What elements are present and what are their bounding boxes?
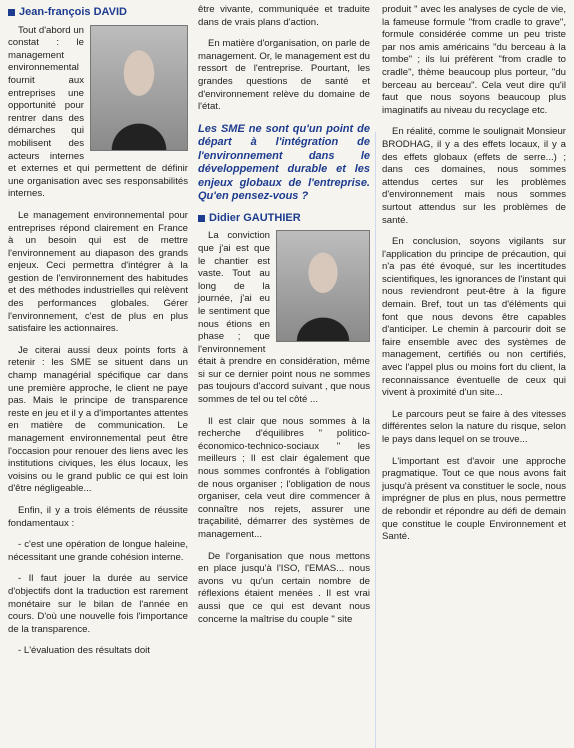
paragraph: En matière d'organisation, on parle de management. Or, le management est du ressort de l'entreprise. Pourtant, les grandes questions de santé et d'environnement relève du domaine de l'état. bbox=[198, 38, 370, 113]
paragraph: Le parcours peut se faire à des vitesses différentes selon la nature du risque, selon le pays dans lequel on se trouve... bbox=[382, 408, 566, 445]
paragraph: Je citerai aussi deux points forts à retenir : les SME se situent dans un champ managérial spécifique car dans une première approche, le client ne paye pas. Mais le principe de transparence reste en jeu et il y a d'importantes attentes en matière de communication. Le management environnemental peut être l'occasion pour renouer des liens avec les institutions civiques, les élus locaux, les voisins ou le grand public ce qui est loin d'être négligeable... bbox=[8, 344, 188, 495]
paragraph: produit " avec les analyses de cycle de vie, la fameuse formule "from cradle to grave", formule considérée comme un peu triste par nos amis américains "du berceau à la tombe" ; ils lui préfèrent "from cradle to cradle", thème beaucoup plus porteur, "du berceau au berceau". Cela veut dire qu'il faut que nous soyons beaucoup plus imaginatifs au niveau du recyclage etc. bbox=[382, 4, 566, 116]
paragraph: En conclusion, soyons vigilants sur l'application du principe de précaution, qui n'a pas été évoqué, sur les incertitudes scientifiques, les ignorances de l'instant qui nous reviendront peut-être à la figure demain. Bref, tout un tas d'éléments qui font que nous devons être capables d'anticiper. Le chemin à parcourir doit se faire ensemble avec des systèmes de management, certifiés ou non certifiés, avec l'appel plus ou moins fort du client, la reconnaissance éventuelle de ceux qui vivent à proximité d'un site... bbox=[382, 236, 566, 399]
paragraph: - Il faut jouer la durée au service d'objectifs dont la traduction est rarement monétaire sur le bilan de l'année en cours. D'où une nouvelle fois l'importance de la transparence. bbox=[8, 573, 188, 635]
square-bullet-icon bbox=[8, 9, 15, 16]
paragraph: La conviction que j'ai est que le chantier est vaste. Tout au long de la journée, j'ai eu le sentiment que nous étions en phase ; que l'environnement était à prendre en considération, même si sur ce dernier point nous ne sommes pas toujours d'accord suivant , que nous sommes de tel ou tel côté ... bbox=[198, 230, 370, 406]
column-divider bbox=[375, 132, 376, 748]
interview-question: Les SME ne sont qu'un point de départ à l'intégration de l'environnement dans le développement durable et les enjeux globaux de l'entreprise. Qu'en pensez-vous ? bbox=[198, 122, 370, 203]
paragraph: - c'est une opération de longue haleine, nécessitant une grande cohésion interne. bbox=[8, 539, 188, 563]
paragraph: L'important est d'avoir une approche pragmatique. Tout ce que nous avons fait jusqu'à présent va constituer le socle, nous imprégner de plus en plus, nous permettre de rebondir et répondre au défi de demain que constitue le couple Environnement et Santé. bbox=[382, 455, 566, 543]
author-photo-david bbox=[90, 25, 188, 151]
author-heading-gauthier bbox=[198, 212, 370, 225]
paragraph: De l'organisation que nous mettons en place jusqu'à l'ISO, l'EMAS... nous avons vu qu'un certain nombre de réflexions étaient menées . Il est vrai aussi que ce qui est devant nous concerne la maîtrise du couple " site bbox=[198, 550, 370, 625]
column-left bbox=[8, 0, 188, 748]
author-heading-david bbox=[8, 6, 188, 19]
square-bullet-icon bbox=[198, 215, 205, 222]
column-right bbox=[382, 0, 566, 748]
paragraph: Enfin, il y a trois éléments de réussite fondamentaux : bbox=[8, 504, 188, 529]
paragraph: Tout d'abord un constat : le management environnemental fournit aux entreprises une opportunité pour rentrer dans des démarches qui mobilisent des acteurs internes et externes et qui permettent de définir une organisation avec ses responsabilités internes. bbox=[8, 24, 188, 200]
paragraph: Le management environnemental pour entreprises répond clairement en France à un besoin qui est de mettre l'environnement au diapason des grands enjeux. Ceci permettra d'intégrer à la gestion de l'environnement des habitudes et des méthodes industrielles qui relèvent des performances globales. Gérer l'environnement, c'est de plus en plus satisfaire les actionnaires. bbox=[8, 209, 188, 335]
paragraph: - L'évaluation des résultats doit bbox=[18, 645, 150, 657]
paragraph: En réalité, comme le soulignait Monsieur BRODHAG, il y a des effets locaux, il y a des effets globaux (effets de serre...) ; dans ces domaines, nous sommes attendus certes sur les problèmes d'environnement mais nous sommes surtout attendus sur les problèmes de santé. bbox=[382, 126, 566, 226]
paragraph: être vivante, communiquée et traduite dans de vrais plans d'action. bbox=[198, 4, 370, 28]
author-name: Didier GAUTHIER bbox=[209, 211, 301, 224]
author-photo-gauthier bbox=[276, 230, 370, 342]
column-middle bbox=[198, 0, 370, 748]
author-name: Jean-françois DAVID bbox=[19, 6, 127, 18]
paragraph: Il est clair que nous sommes à la recherche d'équilibres " politico-économico-technico-sociaux " les meilleurs ; Il est clair également que nous sommes confrontés à l'obligation de nous organiser ; l'obligation de nous organiser, cela veut dire commencer à connaître nos rejets, assurer une traçabilité, démarrer des systèmes de management... bbox=[198, 415, 370, 540]
